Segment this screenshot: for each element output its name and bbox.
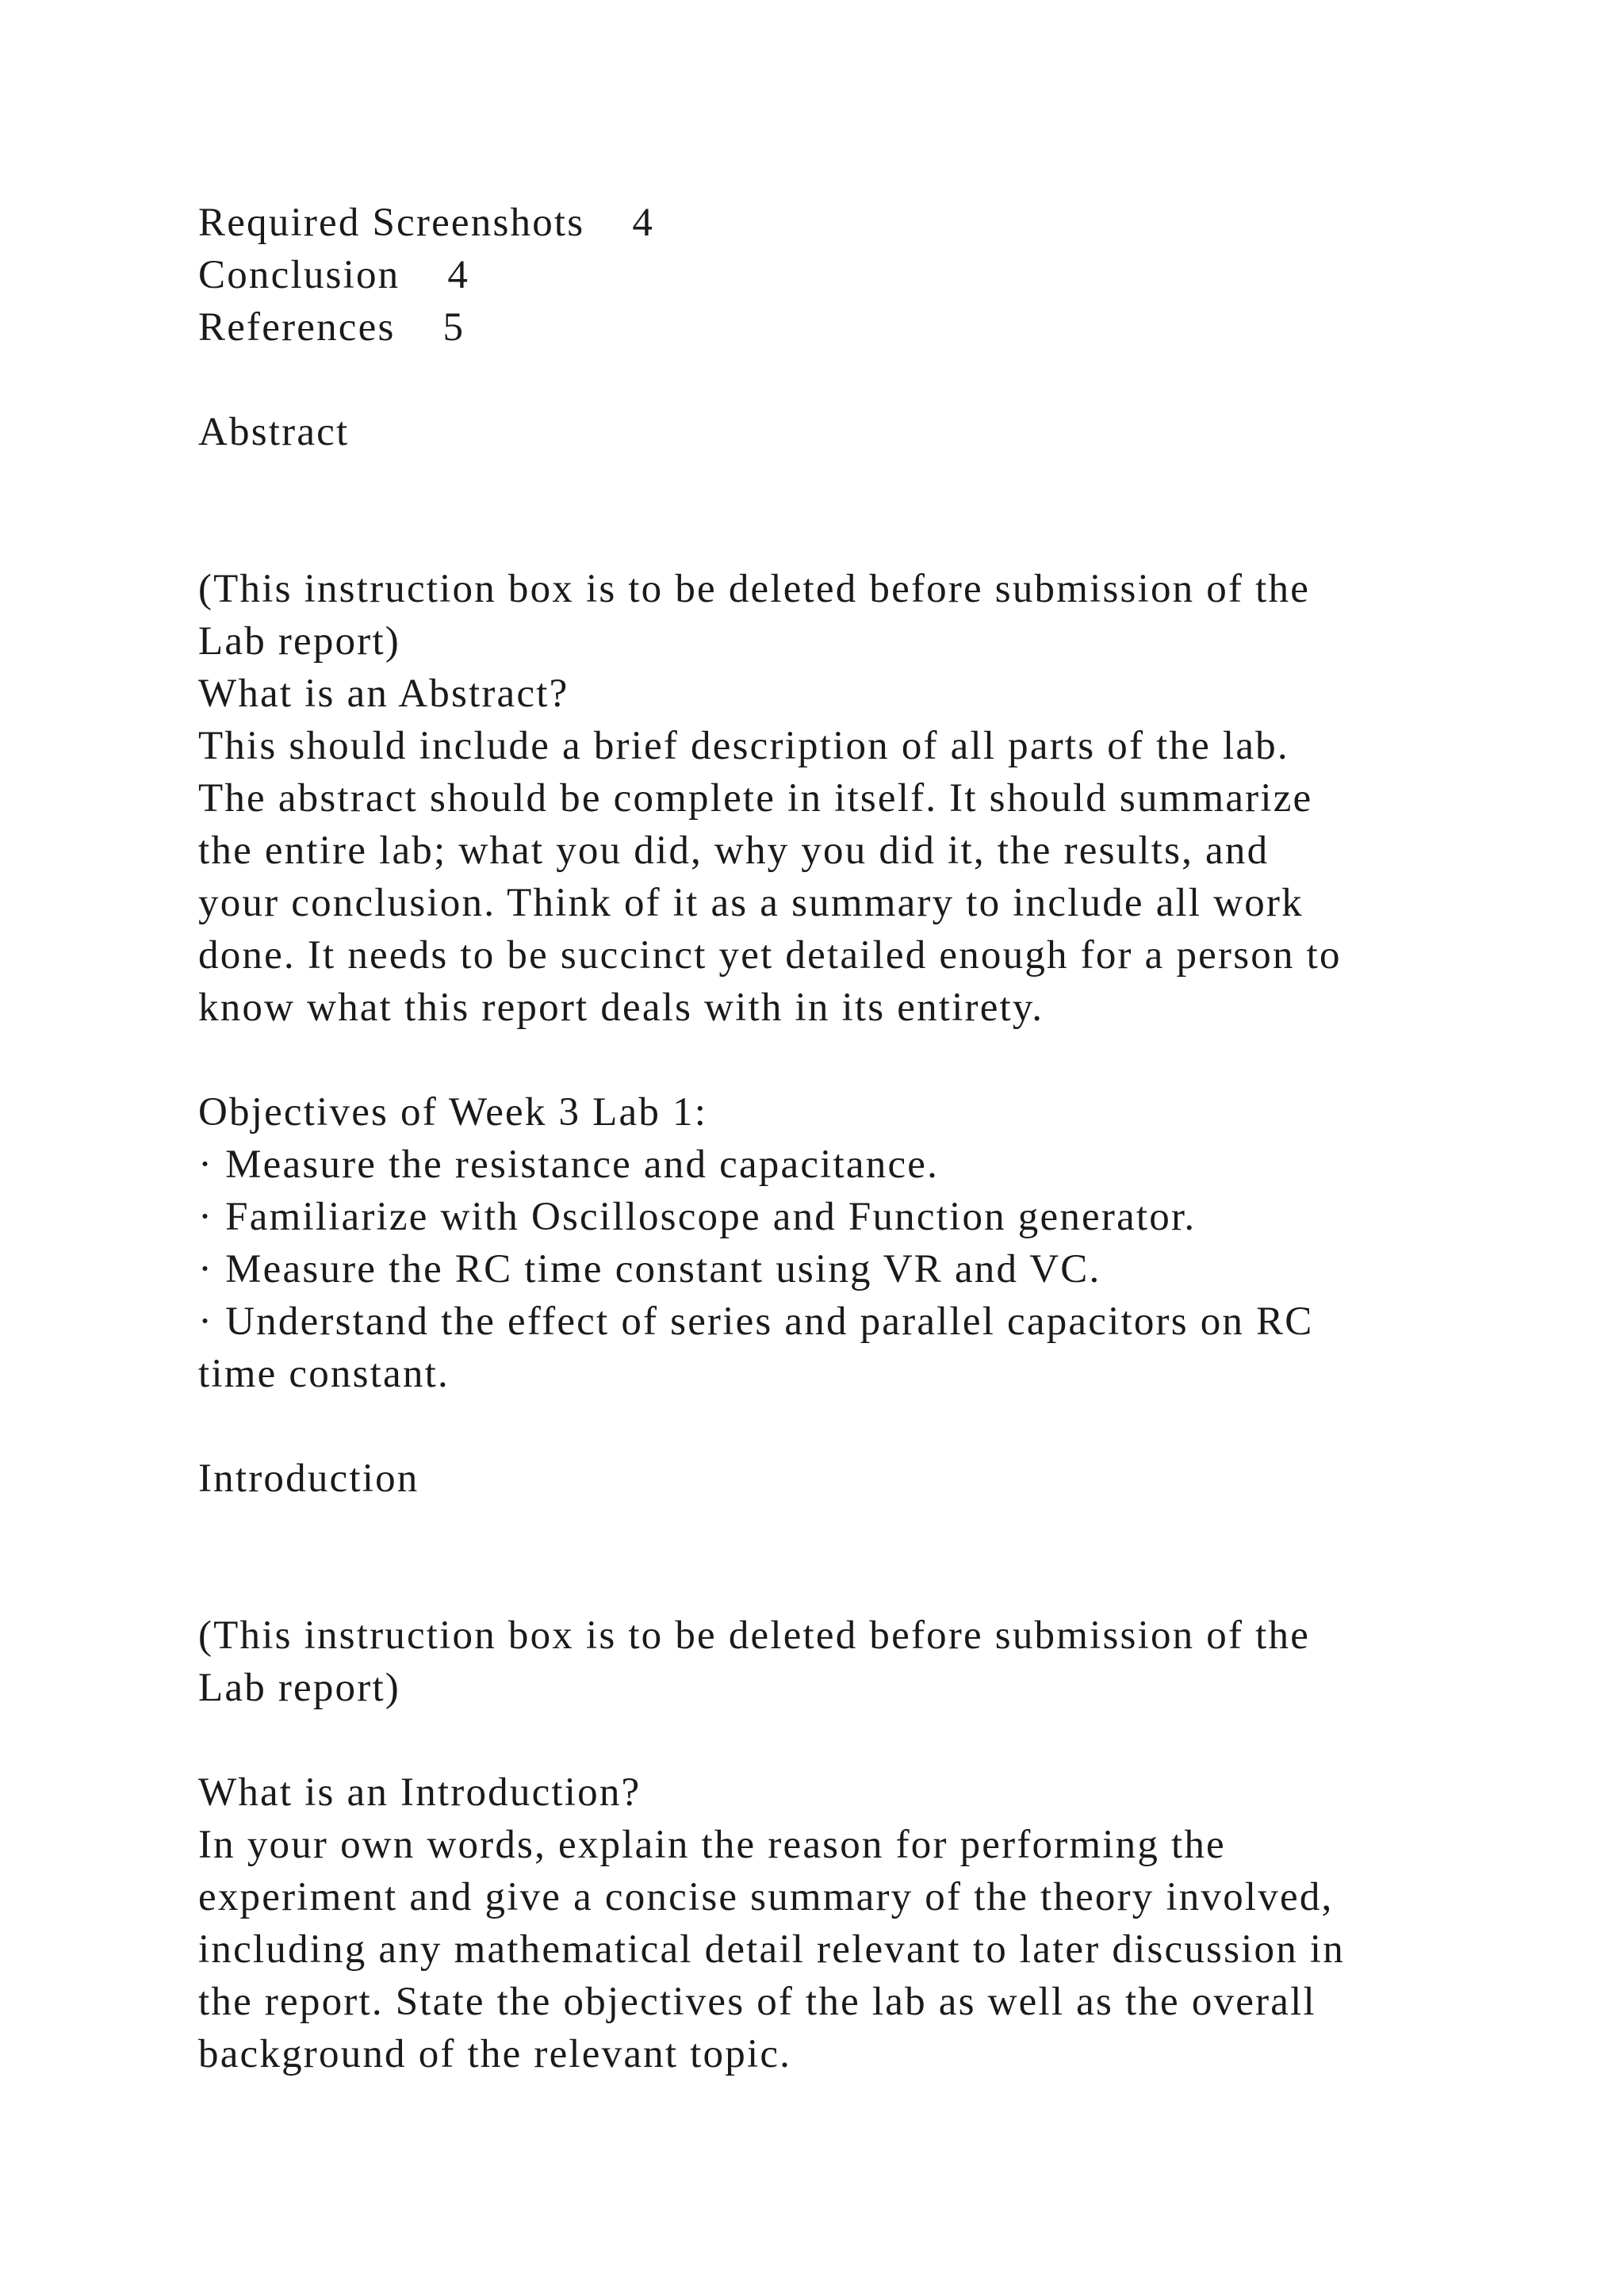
abstract-heading: Abstract bbox=[198, 410, 350, 454]
toc-label: References bbox=[198, 305, 396, 350]
introduction-instruction-box bbox=[198, 1609, 1499, 2080]
introduction-body-line: the report. State the objectives of the lab as well as the overall bbox=[198, 1980, 1316, 2024]
objective-item: · Measure the resistance and capacitance. bbox=[198, 1142, 940, 1187]
spacer bbox=[198, 1400, 1499, 1452]
objective-item: · Familiarize with Oscilloscope and Function generator. bbox=[198, 1195, 1197, 1239]
objective-item: · Measure the RC time constant using VR and VC. bbox=[198, 1247, 1101, 1292]
spacer bbox=[198, 354, 1499, 406]
abstract-instruction-box bbox=[198, 563, 1499, 1400]
introduction-heading: Introduction bbox=[198, 1456, 419, 1501]
abstract-body-line: This should include a brief description of all parts of the lab. bbox=[198, 724, 1289, 768]
toc-row-required-screenshots bbox=[198, 197, 1499, 249]
abstract-body-line: The abstract should be complete in itself. It should summarize bbox=[198, 776, 1313, 821]
abstract-question: What is an Abstract? bbox=[198, 672, 569, 716]
instruction-line: (This instruction box is to be deleted before submission of the bbox=[198, 567, 1311, 611]
introduction-body-line: experiment and give a concise summary of the theory involved, bbox=[198, 1875, 1334, 1919]
toc-page-number: 4 bbox=[447, 253, 470, 297]
instruction-line: Lab report) bbox=[198, 1666, 400, 1710]
introduction-body-line: including any mathematical detail relevant to later discussion in bbox=[198, 1927, 1345, 1972]
objective-item: · Understand the effect of series and parallel capacitors on RC bbox=[198, 1299, 1314, 1344]
toc-row-conclusion bbox=[198, 249, 1499, 301]
objectives-title: Objectives of Week 3 Lab 1: bbox=[198, 1090, 708, 1135]
document-page bbox=[198, 197, 1499, 2080]
table-of-contents bbox=[198, 197, 1499, 354]
abstract-section bbox=[198, 406, 1499, 1400]
introduction-body-line: In your own words, explain the reason for performing the bbox=[198, 1823, 1226, 1867]
introduction-body-line: background of the relevant topic. bbox=[198, 2032, 792, 2076]
abstract-body-line: your conclusion. Think of it as a summary to include all work bbox=[198, 881, 1304, 925]
spacer bbox=[198, 1714, 1499, 1766]
objective-item-continuation: time constant. bbox=[198, 1352, 450, 1396]
introduction-section bbox=[198, 1452, 1499, 2080]
toc-page-number: 4 bbox=[632, 201, 655, 245]
toc-label: Conclusion bbox=[198, 253, 400, 297]
abstract-body-line: the entire lab; what you did, why you did it, the results, and bbox=[198, 828, 1270, 873]
abstract-body-line: done. It needs to be succinct yet detailed enough for a person to bbox=[198, 933, 1342, 978]
abstract-body-line: know what this report deals with in its entirety. bbox=[198, 985, 1044, 1030]
spacer bbox=[198, 458, 1499, 563]
instruction-line: Lab report) bbox=[198, 619, 400, 664]
spacer bbox=[198, 1034, 1499, 1086]
toc-page-number: 5 bbox=[442, 305, 465, 350]
toc-row-references bbox=[198, 301, 1499, 354]
toc-label: Required Screenshots bbox=[198, 201, 585, 245]
objectives-list bbox=[198, 1138, 1499, 1400]
introduction-question: What is an Introduction? bbox=[198, 1770, 642, 1815]
spacer bbox=[198, 1505, 1499, 1609]
instruction-line: (This instruction box is to be deleted before submission of the bbox=[198, 1613, 1311, 1658]
